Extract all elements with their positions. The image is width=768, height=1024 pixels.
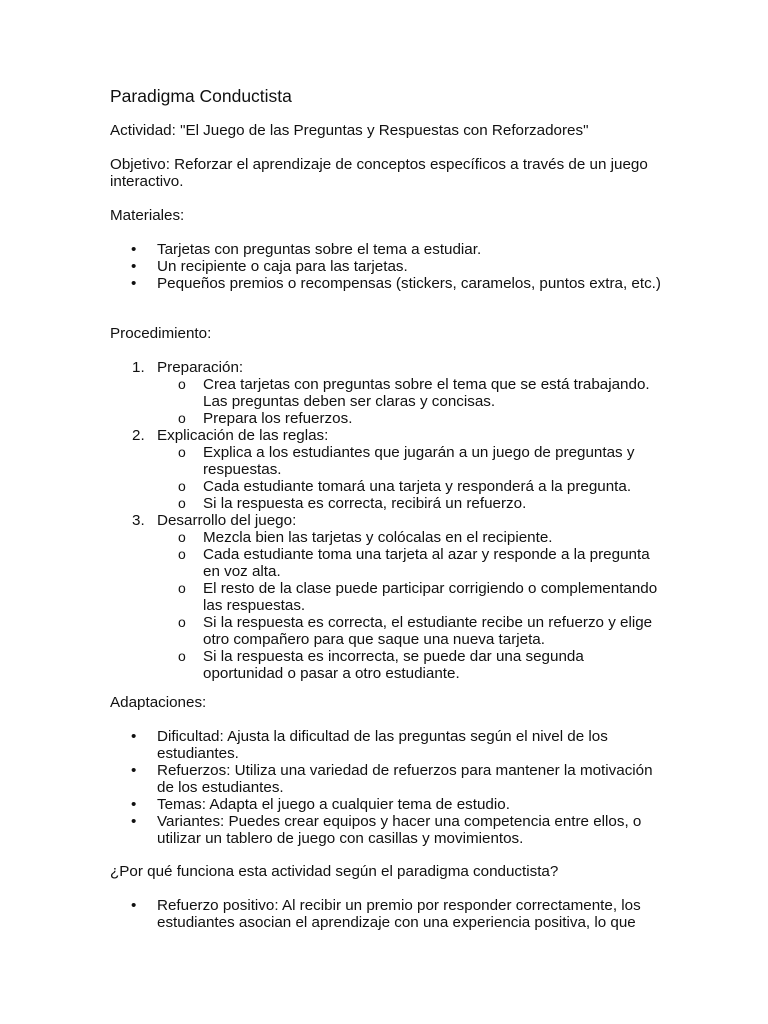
- item-label: Temas:: [157, 796, 206, 813]
- list-item: • Variantes: Puedes crear equipos y hacer una competencia entre ellos, o utilizar un tablero de juego con casillas y movimientos.: [131, 813, 642, 847]
- item-label: Dificultad:: [157, 728, 224, 745]
- bullet-icon: •: [131, 796, 137, 813]
- sub-list-item: o Si la respuesta es correcta, recibirá un refuerzo.: [178, 495, 527, 512]
- item-label: Variantes:: [157, 813, 225, 830]
- circle-bullet-icon: o: [178, 546, 186, 562]
- circle-bullet-icon: o: [178, 444, 186, 460]
- circle-bullet-icon: o: [178, 478, 186, 494]
- circle-bullet-icon: o: [178, 495, 186, 511]
- procedure-list: [0, 359, 668, 682]
- list-item: • Refuerzo positivo: Al recibir un premio por responder correctamente, los estudiantes asocian el aprendizaje con una experiencia positiva, lo que: [131, 897, 641, 931]
- list-item: • Pequeños premios o recompensas (stickers, caramelos, puntos extra, etc.): [131, 275, 661, 292]
- circle-bullet-icon: o: [178, 410, 186, 426]
- step-number: 3.: [132, 512, 145, 529]
- procedure-step: [0, 359, 668, 427]
- bullet-icon: •: [131, 241, 137, 258]
- objective-paragraph: [110, 156, 668, 190]
- bullet-icon: •: [131, 762, 137, 779]
- sub-list-item: o Si la respuesta es incorrecta, se puede dar una segunda oportunidad o pasar a otro estudiante.: [178, 648, 584, 682]
- step-number: 1.: [132, 359, 145, 376]
- sub-list: [157, 529, 668, 682]
- sub-list-item: o Si la respuesta es correcta, el estudiante recibe un refuerzo y elige otro compañero para que saque una nueva tarjeta.: [178, 614, 653, 648]
- step-title: Explicación de las reglas:: [157, 427, 329, 444]
- bullet-icon: •: [131, 258, 137, 275]
- circle-bullet-icon: o: [178, 529, 186, 545]
- sub-list: [157, 444, 668, 512]
- sub-list-item: o El resto de la clase puede participar corrigiendo o complementando las respuestas.: [178, 580, 658, 614]
- objective-text: Reforzar el aprendizaje de conceptos específicos a través de un juego interactivo.: [110, 156, 648, 190]
- step-title: Preparación:: [157, 359, 244, 376]
- list-item: • Un recipiente o caja para las tarjetas.: [131, 258, 408, 275]
- materials-heading: Materiales:: [110, 207, 185, 224]
- sub-list-item: o Cada estudiante tomará una tarjeta y responderá a la pregunta.: [178, 478, 632, 495]
- activity-heading: Actividad: "El Juego de las Preguntas y Respuestas con Reforzadores": [110, 122, 589, 139]
- bullet-icon: •: [131, 728, 137, 745]
- objective-label: Objetivo:: [110, 156, 170, 173]
- sub-list-item: o Prepara los refuerzos.: [178, 410, 353, 427]
- procedure-heading: Procedimiento:: [110, 325, 212, 342]
- circle-bullet-icon: o: [178, 614, 186, 630]
- list-item: • Temas: Adapta el juego a cualquier tema de estudio.: [131, 796, 510, 813]
- item-label: Refuerzo positivo:: [157, 897, 279, 914]
- circle-bullet-icon: o: [178, 580, 186, 596]
- document-title: Paradigma Conductista: [110, 86, 292, 106]
- list-item: • Refuerzos: Utiliza una variedad de refuerzos para mantener la motivación de los estudiantes.: [131, 762, 653, 796]
- list-item: • Tarjetas con preguntas sobre el tema a estudiar.: [131, 241, 482, 258]
- sub-list-item: o Mezcla bien las tarjetas y colócalas en el recipiente.: [178, 529, 553, 546]
- circle-bullet-icon: o: [178, 648, 186, 664]
- adaptations-heading: Adaptaciones:: [110, 694, 207, 711]
- step-title: Desarrollo del juego:: [157, 512, 297, 529]
- why-list: [0, 897, 668, 931]
- adaptations-list: [0, 728, 668, 847]
- list-item: • Dificultad: Ajusta la dificultad de las preguntas según el nivel de los estudiantes.: [131, 728, 608, 762]
- sub-list-item: o Cada estudiante toma una tarjeta al azar y responde a la pregunta en voz alta.: [178, 546, 650, 580]
- procedure-step: [0, 512, 668, 682]
- sub-list-item: o Crea tarjetas con preguntas sobre el tema que se está trabajando. Las preguntas deben ser claras y concisas.: [178, 376, 650, 410]
- bullet-icon: •: [131, 275, 137, 292]
- step-number: 2.: [132, 427, 145, 444]
- bullet-icon: •: [131, 813, 137, 830]
- item-label: Refuerzos:: [157, 762, 231, 779]
- why-heading: ¿Por qué funciona esta actividad según el paradigma conductista?: [110, 863, 559, 880]
- procedure-step: [0, 427, 668, 512]
- circle-bullet-icon: o: [178, 376, 186, 392]
- bullet-icon: •: [131, 897, 137, 914]
- sub-list-item: o Explica a los estudiantes que jugarán a un juego de preguntas y respuestas.: [178, 444, 635, 478]
- sub-list: [157, 376, 668, 427]
- materials-list: [0, 241, 668, 292]
